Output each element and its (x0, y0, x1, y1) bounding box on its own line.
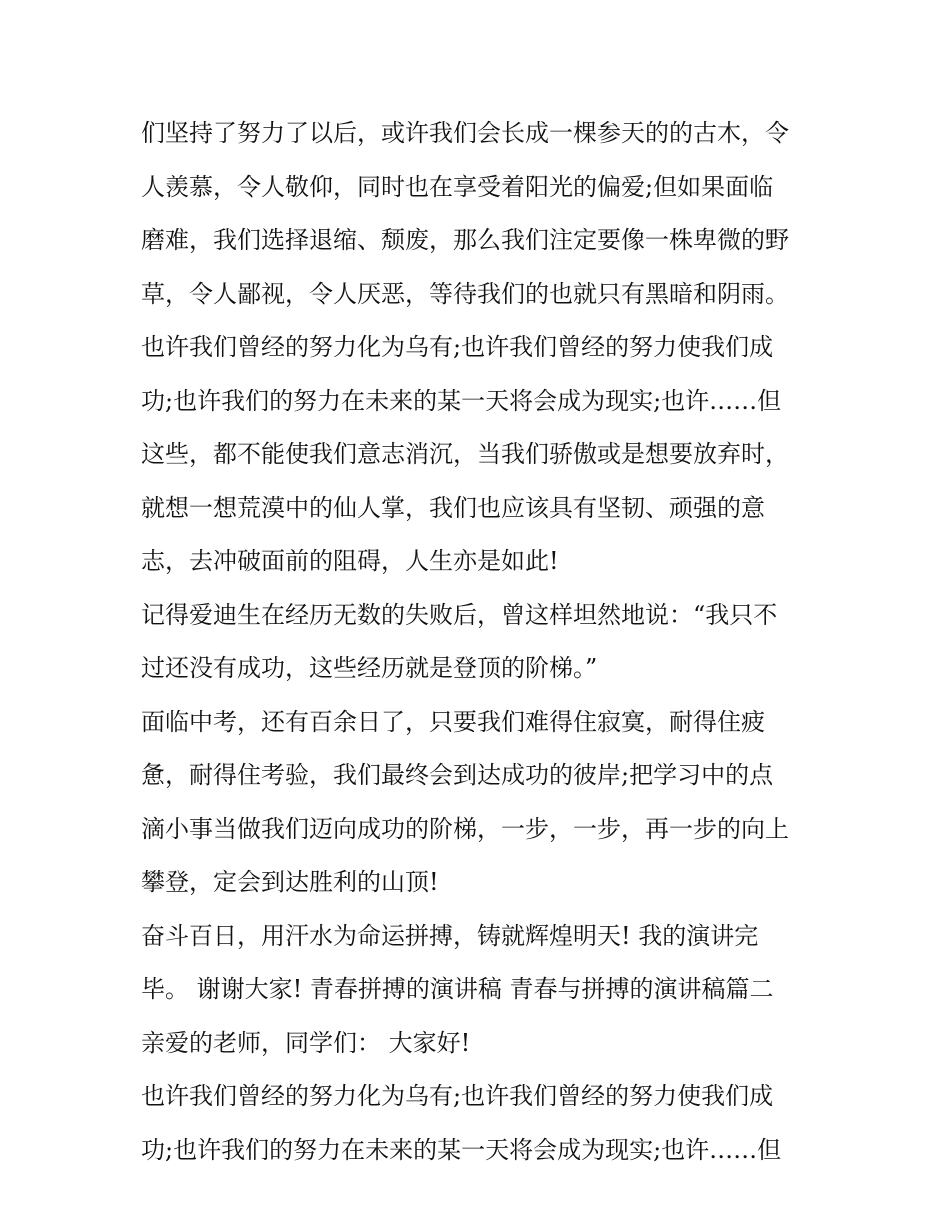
text-line: 志，去冲破面前的阻碍，人生亦是如此! (141, 547, 559, 575)
text-line: 奋斗百日，用汗水为命运拼搏，铸就辉煌明天! 我的演讲完 (141, 921, 759, 950)
text-line: 功;也许我们的努力在未来的某一天将会成为现实;也许……但 (141, 1135, 782, 1164)
text-line: 这些，都不能使我们意志消沉，当我们骄傲或是想要放弃时， (141, 440, 789, 468)
text-line: 草，令人鄙视，令人厌恶，等待我们的也就只有黑暗和阴雨。 (141, 279, 789, 308)
text-line: 也许我们曾经的努力化为乌有;也许我们曾经的努力使我们成 (141, 333, 774, 361)
text-line: 滴小事当做我们迈向成功的阶梯，一步，一步，再一步的向上 (141, 814, 789, 843)
text-line: 就想一想荒漠中的仙人掌，我们也应该具有坚韧、顽强的意 (141, 493, 765, 522)
text-line: 攀登，定会到达胜利的山顶! (141, 868, 439, 896)
text-line: 功;也许我们的努力在未来的某一天将会成为现实;也许……但 (141, 386, 782, 415)
text-line: 磨难，我们选择退缩、颓废，那么我们注定要像一株卑微的野 (141, 226, 789, 254)
text-line: 们坚持了努力了以后，或许我们会长成一棵参天的的古木，令 (141, 119, 789, 147)
text-line: 毕。 谢谢大家! 青春拼搏的演讲稿 青春与拼搏的演讲稿篇二 (141, 975, 774, 1003)
text-line: 记得爱迪生在经历无数的失败后，曾这样坦然地说：“我只不 (141, 600, 778, 629)
text-line: 惫，耐得住考验，我们最终会到达成功的彼岸;把学习中的点 (141, 761, 774, 789)
text-line: 亲爱的老师，同学们： 大家好! (141, 1028, 471, 1057)
document-body (141, 107, 821, 1177)
text-line: 人羡慕，令人敬仰，同时也在享受着阳光的偏爱;但如果面临 (141, 172, 774, 201)
text-line: 也许我们曾经的努力化为乌有;也许我们曾经的努力使我们成 (141, 1082, 774, 1110)
text-line: 过还没有成功，这些经历就是登顶的阶梯。” (141, 654, 598, 682)
text-line: 面临中考，还有百余日了，只要我们难得住寂寞，耐得住疲 (141, 707, 765, 736)
